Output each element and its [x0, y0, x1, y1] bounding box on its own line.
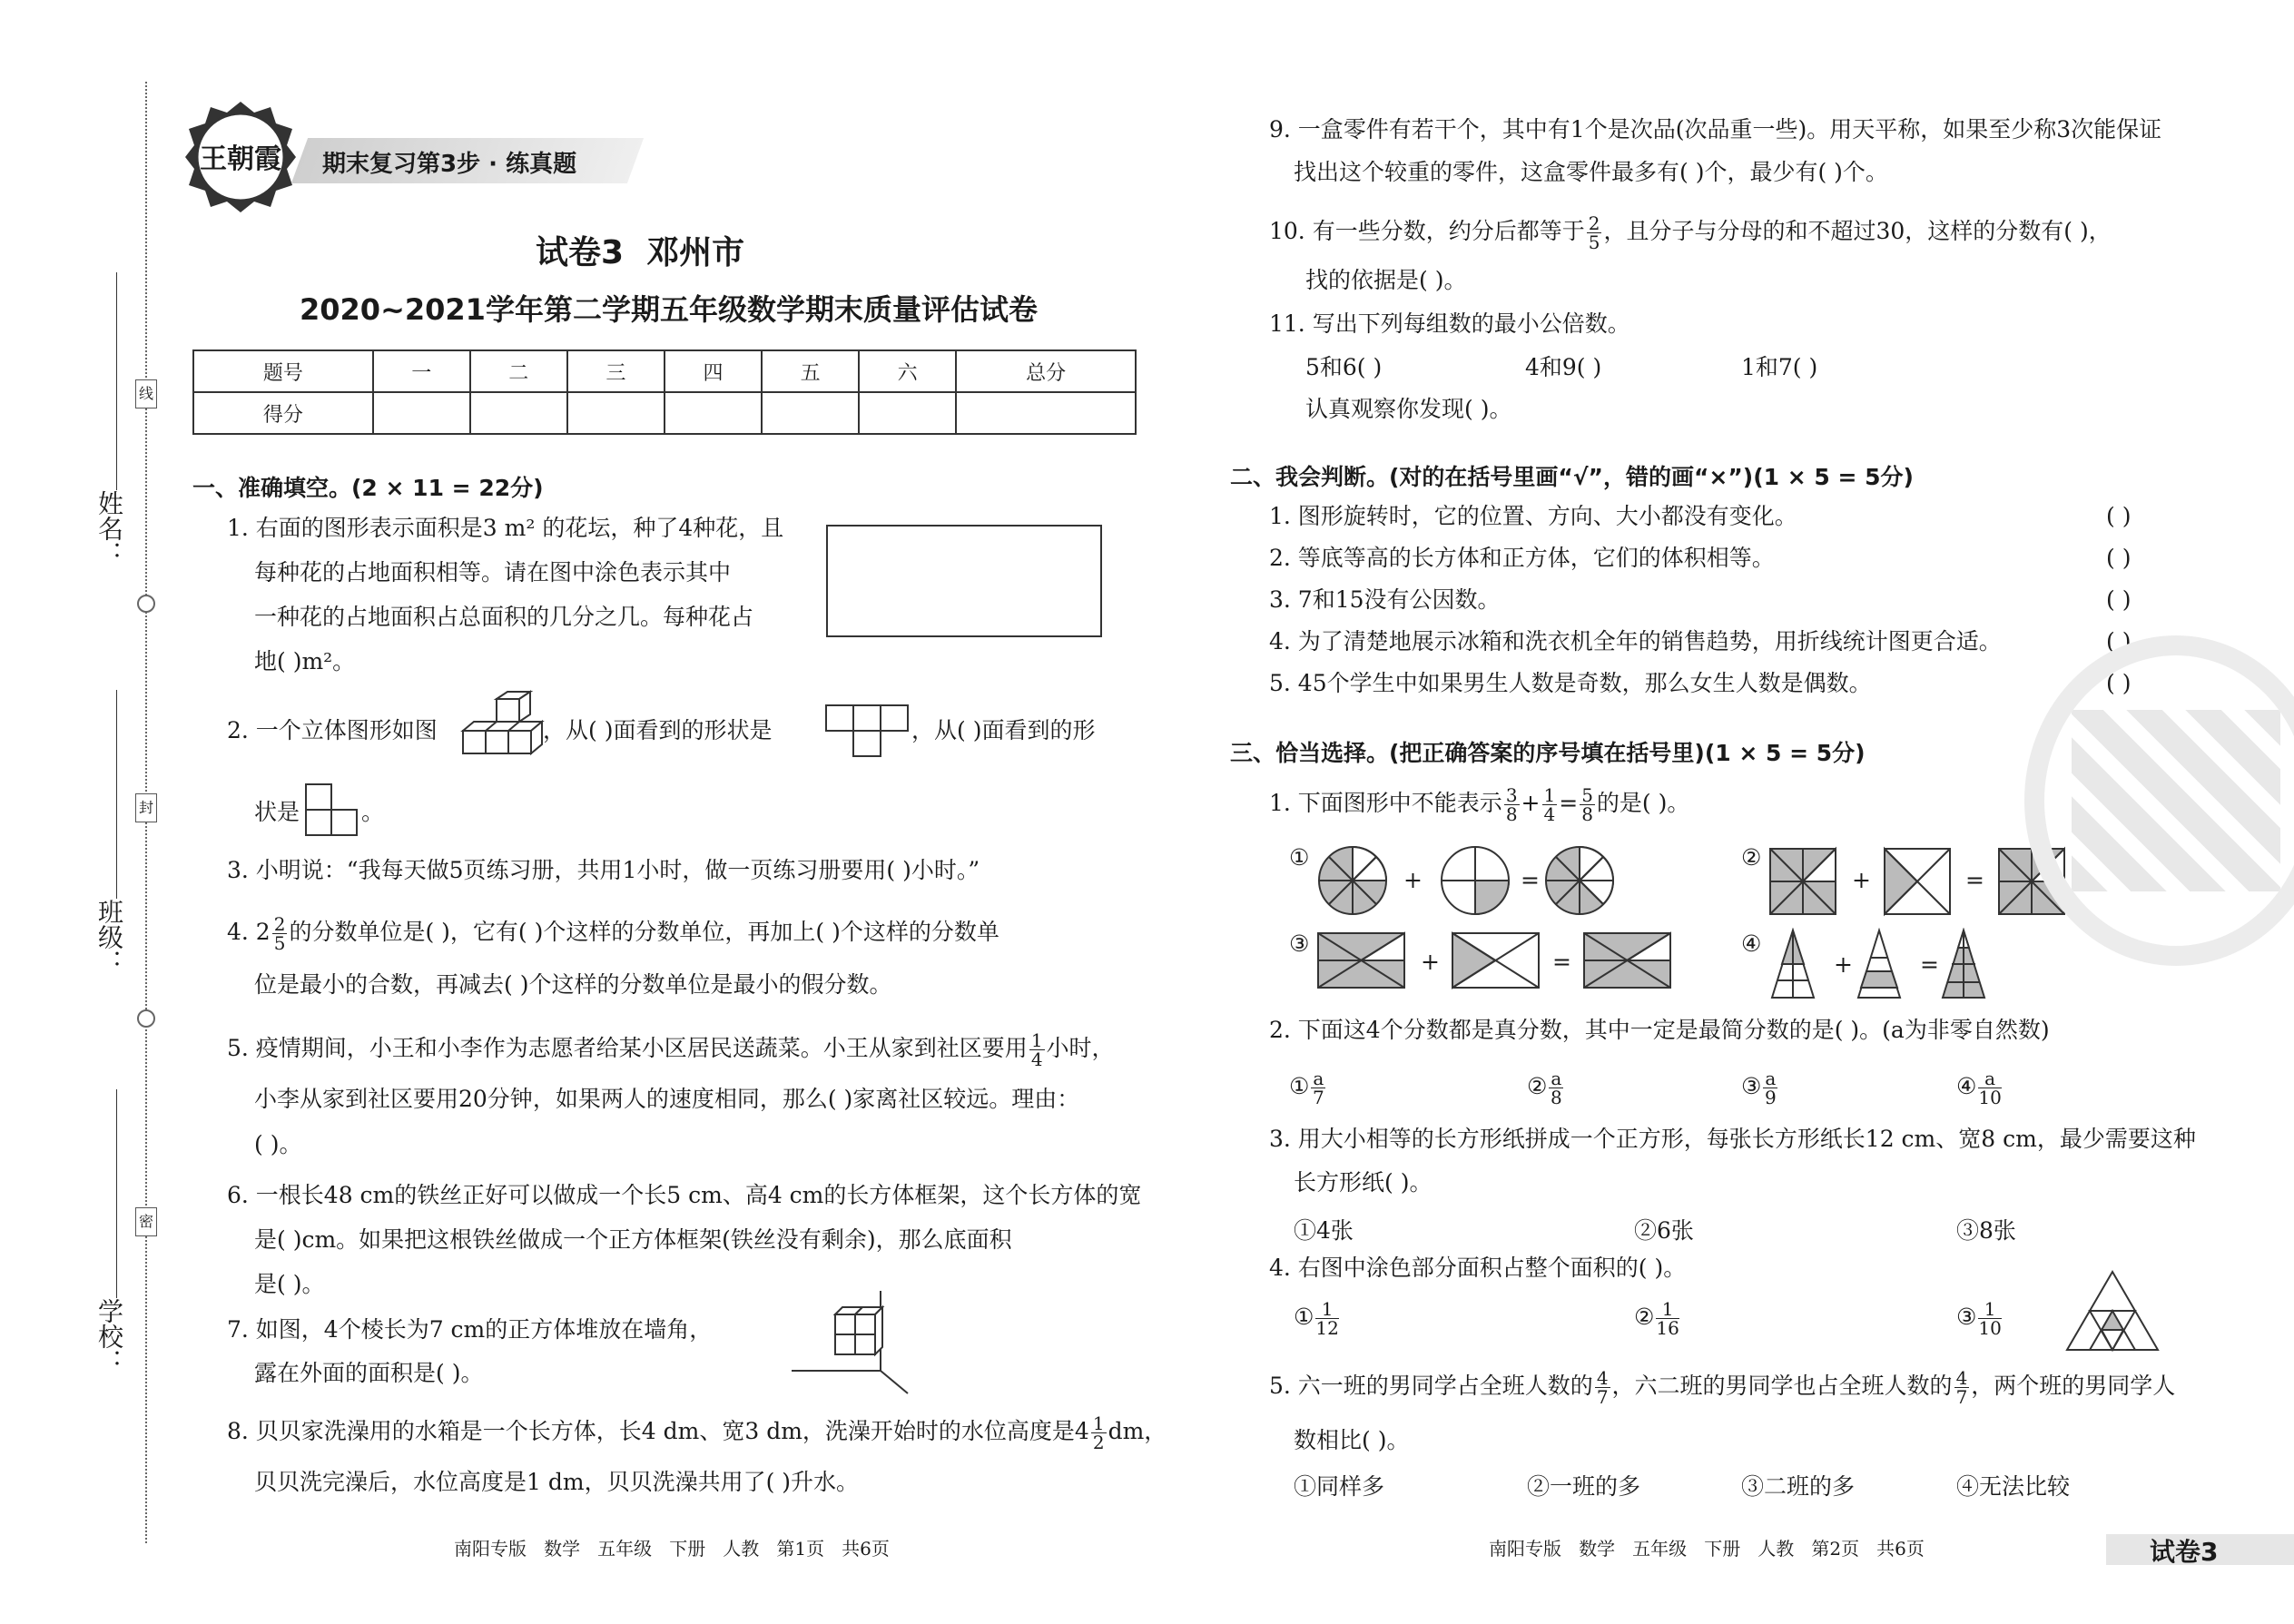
- q3-text: 3. 小明说：“我每天做5页练习册，共用1小时，做一页练习册要用( )小时。”: [227, 857, 980, 883]
- c1-fraction: $\frac{3}{8}$: [1505, 784, 1518, 825]
- q6-line: 6. 一根长48 cm的铁丝正好可以做成一个长5 cm、高4 cm的长方体框架，这个长方体的宽: [227, 1182, 1142, 1208]
- c3-option[interactable]: ①4张: [1294, 1217, 1354, 1244]
- school-label: 学校：: [94, 1298, 124, 1374]
- name-label: 姓名：: [94, 490, 124, 566]
- q8-fraction: $\frac{1}{2}$: [1092, 1412, 1105, 1453]
- q2-text: 状是: [254, 799, 300, 825]
- c5-fraction: $\frac{4}{7}$: [1955, 1367, 1968, 1408]
- q6-line: 是( )。: [254, 1271, 325, 1297]
- c4-option[interactable]: ② $\frac{1}{16}$: [1634, 1298, 1679, 1339]
- c5-option[interactable]: ②一班的多: [1527, 1473, 1641, 1500]
- logo-text: 王朝霞: [200, 143, 281, 175]
- judge-item: 2. 等底等高的长方体和正方体，它们的体积相等。: [1269, 545, 1775, 571]
- judge-answer[interactable]: ( ): [2106, 503, 2132, 529]
- section2-heading: 二、我会判断。(对的在括号里画“√”，错的画“×”)(1 × 5 = 5分): [1230, 464, 1914, 490]
- class-label: 班级：: [94, 899, 124, 975]
- score-table: [192, 349, 1137, 435]
- judge-item: 5. 45个学生中如果男生人数是奇数，那么女生人数是偶数。: [1269, 670, 1872, 696]
- c5-option[interactable]: ④无法比较: [1956, 1473, 2071, 1500]
- c1-option-mark[interactable]: ③: [1289, 930, 1310, 957]
- c1-figure-triangles: [1770, 928, 1988, 1004]
- q10-fraction: $\frac{2}{5}$: [1588, 212, 1600, 253]
- c3-option[interactable]: ②6张: [1634, 1217, 1694, 1244]
- c2-option[interactable]: ④ $\frac{a}{10}$: [1956, 1068, 2002, 1108]
- c1-plus: +: [1834, 951, 1853, 978]
- q2-text: ，从( )面看到的形: [911, 717, 1096, 743]
- q5-text: 5. 疫情期间，小王和小李作为志愿者给某小区居民送蔬菜。小王从家到社区要用 $\frac{1}{4}$ 小时，: [227, 1029, 1115, 1070]
- q11-text: 11. 写出下列每组数的最小公倍数。: [1269, 310, 1630, 337]
- judge-answer[interactable]: ( ): [2106, 670, 2132, 696]
- score-cell: 三: [567, 350, 665, 392]
- c5-text: 5. 六一班的男同学占全班人数的 $\frac{4}{7}$ ，六二班的男同学也占全班人数的 $\frac{4}{7}$ ，两个班的男同学人: [1269, 1367, 2176, 1408]
- q2-text: 2. 一个立体图形如图: [227, 717, 438, 743]
- section3-heading: 三、恰当选择。(把正确答案的序号填在括号里)(1 × 5 = 5分): [1230, 740, 1866, 766]
- q5-text: 小李从家到社区要用20分钟，如果两人的速度相同，那么( )家离社区较远。理由：: [254, 1086, 1080, 1112]
- q4-text: 位是最小的合数，再减去( )个这样的分数单位是最小的假分数。: [254, 971, 892, 998]
- c4-option[interactable]: ① $\frac{1}{12}$: [1294, 1298, 1339, 1339]
- q9-line: 9. 一盒零件有若干个，其中有1个是次品(次品重一些)。用天平称，如果至少称3次能保证: [1269, 116, 2162, 143]
- c4-option[interactable]: ③ $\frac{1}{10}$: [1956, 1298, 2002, 1339]
- c1-option-mark[interactable]: ②: [1741, 844, 1762, 871]
- q5-text: ( )。: [254, 1131, 302, 1157]
- c1-plus: +: [1421, 949, 1440, 975]
- q8-text: 贝贝洗完澡后，水位高度是1 dm，贝贝洗澡共用了( )升水。: [254, 1469, 860, 1495]
- c1-option-mark[interactable]: ④: [1741, 930, 1762, 957]
- score-cell: 一: [373, 350, 470, 392]
- c5-option[interactable]: ①同样多: [1294, 1473, 1385, 1500]
- c1-equals: =: [1552, 949, 1571, 975]
- q2-text: 。: [361, 799, 385, 825]
- q7-line: 露在外面的面积是( )。: [254, 1360, 484, 1386]
- q5-fraction: $\frac{1}{4}$: [1030, 1029, 1043, 1070]
- score-input[interactable]: [470, 392, 567, 434]
- c1-fraction: $\frac{1}{4}$: [1543, 784, 1556, 825]
- score-input[interactable]: [956, 392, 1136, 434]
- score-input[interactable]: [665, 392, 762, 434]
- c1-figure-circles: [1316, 844, 1616, 920]
- c2-option[interactable]: ① $\frac{a}{7}$: [1289, 1068, 1324, 1108]
- q11-item: 1和7( ): [1741, 354, 1818, 380]
- c1-plus: +: [1403, 867, 1423, 893]
- c2-option[interactable]: ② $\frac{a}{8}$: [1527, 1068, 1562, 1108]
- q7-corner-cubes-figure: [790, 1289, 926, 1402]
- paper-title: 试卷3 邓州市: [536, 234, 745, 271]
- score-cell: 题号: [193, 350, 373, 392]
- banner-text: 期末复习第3步 · 练真题: [322, 151, 577, 178]
- binding-hole-icon: [137, 1009, 155, 1028]
- q1-line: 每种花的占地面积相等。请在图中涂色表示其中: [254, 559, 732, 586]
- c1-equals: =: [1965, 867, 1984, 893]
- q11-item: 4和9( ): [1525, 354, 1602, 380]
- score-cell: 五: [762, 350, 859, 392]
- q8-text: 8. 贝贝家洗澡用的水箱是一个长方体，长4 dm、宽3 dm，洗澡开始时的水位高度是4 $\frac{1}{2}$ dm，: [227, 1412, 1167, 1453]
- q2-text: ，从( )面看到的形状是: [543, 717, 773, 743]
- q11-find: 认真观察你发现( )。: [1305, 396, 1512, 422]
- c5-text: 数相比( )。: [1294, 1427, 1410, 1453]
- q1-rectangle[interactable]: [826, 525, 1102, 637]
- c1-figure-squares: [1768, 844, 2077, 920]
- c2-option[interactable]: ③ $\frac{a}{9}$: [1741, 1068, 1777, 1108]
- judge-answer[interactable]: ( ): [2106, 545, 2132, 571]
- c2-text: 2. 下面这4个分数都是真分数，其中一定是最简分数的是( )。(a为非零自然数): [1269, 1017, 2050, 1043]
- q1-line: 1. 右面的图形表示面积是3 m² 的花坛，种了4种花，且: [227, 515, 784, 541]
- q7-line: 7. 如图，4个棱长为7 cm的正方体堆放在墙角，: [227, 1316, 713, 1343]
- c5-fraction: $\frac{4}{7}$: [1596, 1367, 1609, 1408]
- score-cell: 得分: [193, 392, 373, 434]
- q11-item: 5和6( ): [1305, 354, 1383, 380]
- c3-line: 长方形纸( )。: [1294, 1169, 1433, 1196]
- q10-text: 10. 有一些分数，约分后都等于 $\frac{2}{5}$ ，且分子与分母的和不超过30，这样的分数有( )，: [1269, 212, 2112, 253]
- c4-text: 4. 右图中涂色部分面积占整个面积的( )。: [1269, 1255, 1687, 1281]
- class-line: [116, 690, 117, 899]
- score-input[interactable]: [762, 392, 859, 434]
- score-cell: 六: [859, 350, 956, 392]
- logo-badge: [182, 98, 300, 216]
- score-input[interactable]: [567, 392, 665, 434]
- name-line: [116, 272, 117, 490]
- paper-subtitle: 2020~2021学年第二学期五年级数学期末质量评估试卷: [300, 292, 1038, 327]
- c1-plus: +: [1852, 867, 1871, 893]
- q6-line: 是( )cm。如果把这根铁丝做成一个正方体框架(铁丝没有剩余)，那么底面积: [254, 1226, 1012, 1253]
- score-input[interactable]: [859, 392, 956, 434]
- judge-item: 4. 为了清楚地展示冰箱和洗衣机全年的销售趋势，用折线统计图更合适。: [1269, 628, 2002, 655]
- q4-body: 的分数单位是( )，它有( )个这样的分数单位，再加上( )个这样的分数单: [289, 919, 999, 945]
- score-input[interactable]: [373, 392, 470, 434]
- c4-triangle-figure: [2065, 1269, 2161, 1356]
- binding-hole-icon: [137, 595, 155, 613]
- binding-char-mi: 密: [135, 1207, 157, 1236]
- q2-cubes-figure: [454, 690, 545, 766]
- c1-fraction: $\frac{5}{8}$: [1581, 784, 1593, 825]
- c1-equals: =: [1521, 867, 1540, 893]
- judge-item: 1. 图形旋转时，它的位置、方向、大小都没有变化。: [1269, 503, 1797, 529]
- c5-option[interactable]: ③二班的多: [1741, 1473, 1856, 1500]
- c3-line: 3. 用大小相等的长方形纸拼成一个正方形，每张长方形纸长12 cm、宽8 cm，最少需要这种: [1269, 1126, 2196, 1152]
- left-footer: 南阳专版 数学 五年级 下册 人教 第1页 共6页: [454, 1538, 890, 1560]
- judge-answer[interactable]: ( ): [2106, 628, 2132, 655]
- q2-view-shape: [824, 704, 911, 762]
- page-tag: 试卷3: [2150, 1537, 2219, 1567]
- judge-item: 3. 7和15没有公因数。: [1269, 586, 1501, 613]
- q4-text: [227, 915, 999, 952]
- binding-char-xian: 线: [135, 379, 157, 408]
- school-line: [116, 1089, 117, 1298]
- section1-heading: 一、准确填空。(2 × 11 = 22分): [192, 475, 544, 501]
- c1-text: 1. 下面图形中不能表示 $\frac{3}{8}$ + $\frac{1}{4}$ = $\frac{5}{8}$ 的是( )。: [1269, 784, 1690, 825]
- q4-prefix: 4. 2: [227, 919, 271, 945]
- q9-line: 找出这个较重的零件，这盒零件最多有( )个，最少有( )个。: [1294, 159, 1888, 185]
- c1-option-mark[interactable]: ①: [1289, 844, 1310, 871]
- q10-text: 找的依据是( )。: [1305, 267, 1467, 293]
- c3-option[interactable]: ③8张: [1956, 1217, 2016, 1244]
- right-footer: 南阳专版 数学 五年级 下册 人教 第2页 共6页: [1489, 1538, 1925, 1560]
- c1-equals: =: [1920, 951, 1939, 978]
- q2-view-shape: [304, 782, 359, 841]
- q4-fraction: $\frac{2}{5}$: [273, 913, 286, 954]
- c1-figure-rectangles: [1316, 930, 1679, 998]
- score-cell: 四: [665, 350, 762, 392]
- q1-line: 一种花的占地面积占总面积的几分之几。每种花占: [254, 604, 754, 630]
- judge-answer[interactable]: ( ): [2106, 586, 2132, 613]
- score-cell: 总分: [956, 350, 1136, 392]
- binding-char-feng: 封: [135, 793, 157, 822]
- score-cell: 二: [470, 350, 567, 392]
- q1-line: 地( )m²。: [254, 648, 356, 674]
